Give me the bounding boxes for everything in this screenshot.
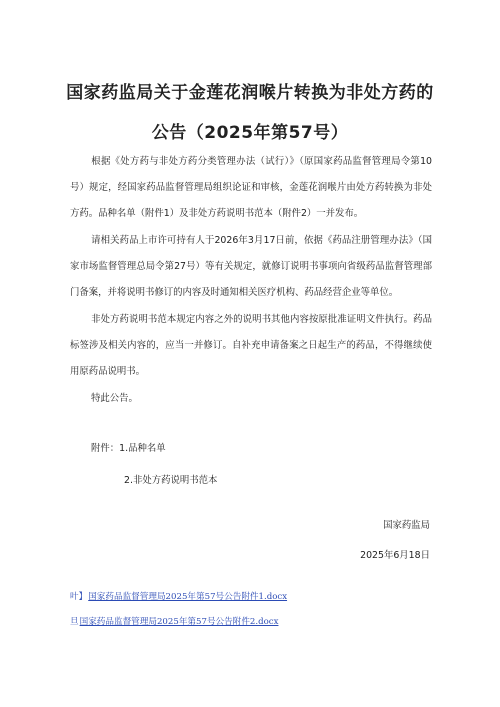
- body-paragraph-3: [70, 307, 432, 385]
- paragraph-text: 非处方药说明书范本规定内容之外的说明书其他内容按原批准证明文件执行。药品标签涉及相关内容的，应当一并修订。自补充申请备案之日起生产的药品，不得继续使用原药品说明书。: [70, 314, 432, 377]
- file-icon: 叶】: [70, 592, 88, 602]
- body-paragraph-1: [70, 149, 432, 227]
- file-name[interactable]: 国家药品监督管理局2025年第57号公告附件1.docx: [88, 592, 288, 602]
- paragraph-text: 请相关药品上市许可持有人于2026年3月17日前，依据《药品注册管理办法》（国家市场监督管理总局令第27号）等有关规定，就修订说明书事项向省级药品监督管理部门备案，并将说明书修订的内容及时通知相关医疗机构、药品经营企业等单位。: [70, 235, 432, 298]
- attachment-file-link-2[interactable]: [70, 615, 278, 627]
- paragraph-text: 根据《处方药与非处方药分类管理办法（试行）》（原国家药品监督管理局令第10号）规定，经国家药品监督管理局组织论证和审核，金莲花润喉片由处方药转换为非处方药。品种名单（附件1）及非处方药说明书范本（附件2）一并发布。: [70, 156, 432, 219]
- body-paragraph-4: [70, 386, 432, 412]
- body-paragraph-2: [70, 228, 432, 306]
- file-icon: 旦: [70, 617, 79, 627]
- attachment-item-2: 2.非处方药说明书范本: [124, 475, 218, 486]
- attachment-file-link-1[interactable]: [70, 590, 287, 602]
- signature-date: 2025年6月18日: [360, 550, 430, 561]
- signature-org: 国家药监局: [383, 520, 430, 531]
- notice-title-line1: 国家药监局关于金莲花润喉片转换为非处方药的: [66, 83, 434, 103]
- paragraph-text: 特此公告。: [91, 393, 138, 404]
- notice-title-line2: 公告（2025年第57号）: [151, 123, 349, 143]
- file-name[interactable]: 国家药品监督管理局2025年第57号公告附件2.docx: [79, 617, 279, 627]
- attachment-label: 附件：1.品种名单: [91, 443, 166, 454]
